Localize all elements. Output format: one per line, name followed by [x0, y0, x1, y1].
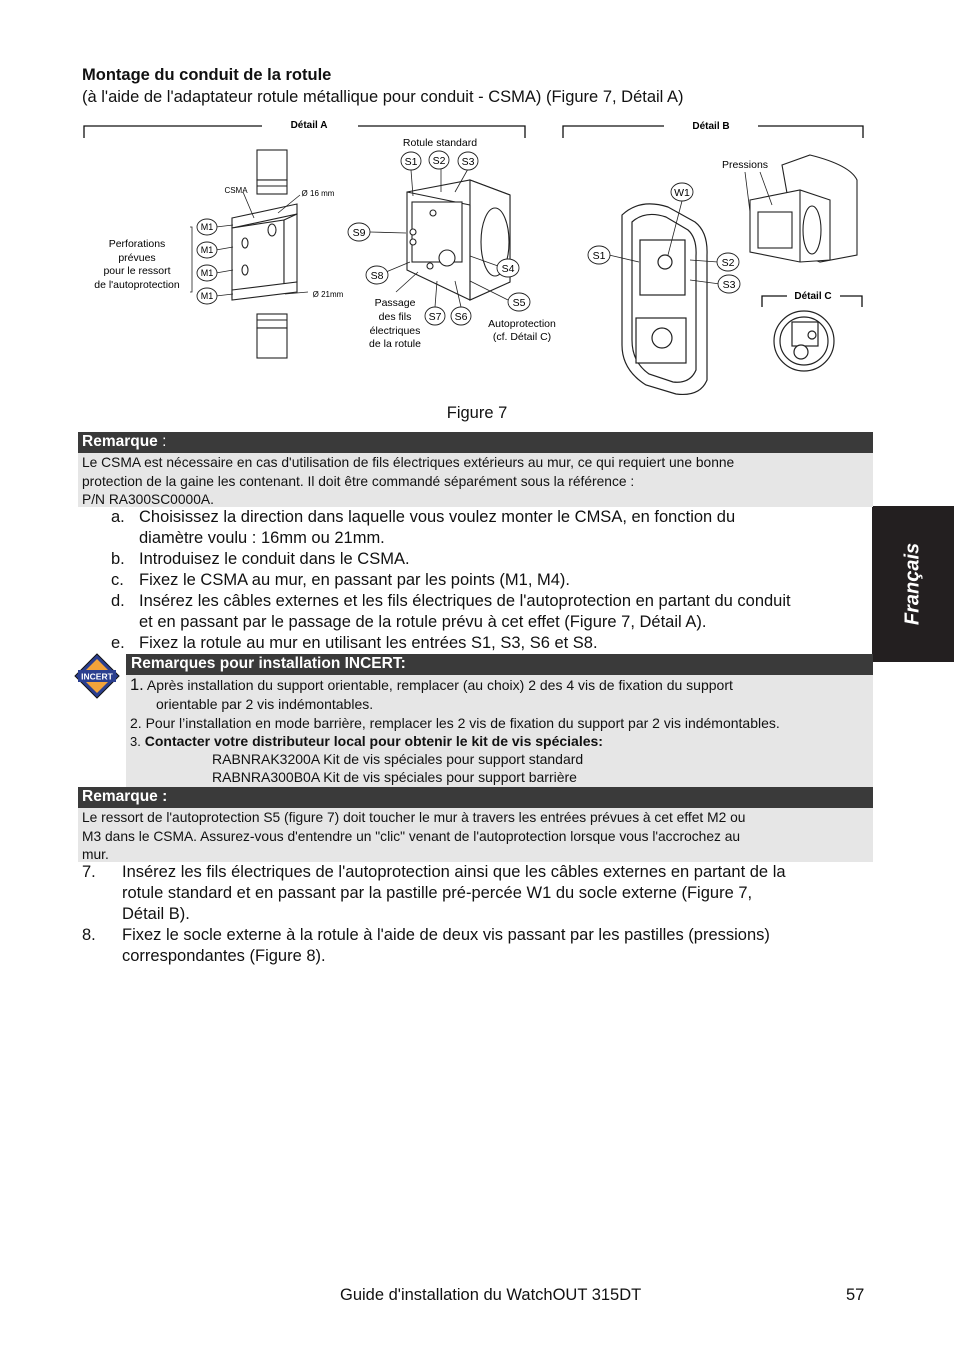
remarque-2-body — [78, 808, 873, 862]
incert-logo — [74, 653, 120, 699]
figure-7-diagram — [0, 115, 954, 405]
kit-standard: RABNRAK3200A Kit de vis spéciales pour support standard — [212, 751, 584, 767]
step-7: 7. Insérez les fils électriques de l'autoprotection ainsi que les câbles externes en partant de la rotule standard et en passant par la pastille pré-percée W1 du socle externe (Figure 7, Détail B). — [82, 863, 786, 923]
step-b: b. Introduisez le conduit dans le CSMA. — [111, 550, 410, 568]
remarque-line: P/N RA300SC0000A. — [82, 492, 214, 507]
csma-adapter-drawing — [232, 150, 297, 358]
svg-text:prévues: prévues — [118, 252, 156, 264]
incert-item-1-cont: orientable par 2 vis indémontables. — [156, 696, 374, 712]
incert-body — [126, 675, 873, 787]
perforations-label — [94, 238, 180, 291]
s5-label: S5 — [512, 297, 526, 309]
m1-label: M1 — [200, 245, 214, 255]
s6-label: S6 — [454, 311, 468, 323]
step-d: d. Insérez les câbles externes et les fils électriques de l'autoprotection en partant du conduit et en passant par le passage de la rotule prévu à cet effet (Figure 7, Détail A). — [111, 592, 791, 631]
s1-label: S1 — [404, 156, 418, 168]
svg-text:Perforations: Perforations — [108, 238, 166, 250]
s8-label: S8 — [370, 270, 384, 282]
remarque-2-line: mur. — [82, 847, 109, 862]
detail-c-label: Détail C — [794, 291, 832, 302]
incert-item-3: 3. Contacter votre distributeur local pour obtenir le kit de vis spéciales: — [130, 733, 603, 749]
detail-b-label: Détail B — [692, 121, 730, 132]
section-title: Montage du conduit de la rotule — [82, 66, 332, 84]
s3-label-b: S3 — [722, 279, 736, 291]
s4-label: S4 — [501, 263, 515, 275]
s9-label: S9 — [352, 227, 366, 239]
rotule-standard-label: Rotule standard — [402, 137, 478, 149]
csma-label: CSMA — [224, 186, 248, 195]
diameter-21-label: Ø 21mm — [312, 290, 344, 299]
diameter-16-label: Ø 16 mm — [301, 189, 335, 198]
remarque-2-header — [78, 787, 873, 808]
svg-text:des fils: des fils — [378, 311, 412, 323]
svg-text:Passage: Passage — [374, 297, 416, 309]
s2-label-b: S2 — [721, 257, 735, 269]
step-c: c. Fixez le CSMA au mur, en passant par les points (M1, M4). — [111, 571, 571, 589]
incert-logo-text: INCERT — [81, 671, 113, 682]
s1-label-b: S1 — [592, 250, 606, 262]
remarque-header — [78, 432, 873, 453]
section-subtitle: (à l'aide de l'adaptateur rotule métallique pour conduit - CSMA) (Figure 7, Détail A) — [82, 88, 684, 106]
incert-item-1: 1. Après installation du support orientable, remplacer (au choix) 2 des 4 vis de fixation du support — [130, 676, 733, 694]
detail-a-label: Détail A — [290, 120, 328, 131]
svg-text:Autoprotection: Autoprotection — [488, 318, 556, 330]
standard-swivel-drawing — [407, 180, 510, 300]
language-tab-label: Français — [901, 542, 924, 626]
pressions-detail-drawing — [750, 155, 857, 262]
kit-barrier: RABNRA300B0A Kit de vis spéciales pour support barrière — [212, 769, 577, 785]
svg-text:de la rotule: de la rotule — [369, 338, 421, 350]
svg-text:pour le ressort: pour le ressort — [103, 265, 171, 277]
autoprotection-label — [488, 318, 556, 343]
s2-label: S2 — [432, 155, 446, 167]
remarque-line: Le CSMA est nécessaire en cas d'utilisation de fils électriques extérieurs au mur, ce qui requiert une bonne — [82, 455, 735, 470]
figure-caption: Figure 7 — [446, 404, 508, 422]
step-8: 8. Fixez le socle externe à la rotule à l'aide de deux vis passant par les pastilles (pressions) correspondantes (Figure 8). — [82, 926, 770, 965]
remarque-body — [78, 453, 873, 507]
svg-text:électriques: électriques — [369, 325, 421, 337]
language-tab — [872, 506, 954, 662]
footer-guide-title: Guide d'installation du WatchOUT 315DT — [340, 1286, 642, 1304]
m1-label: M1 — [200, 222, 214, 232]
svg-text:de l'autoprotection: de l'autoprotection — [94, 279, 180, 291]
remarque-2-line: Le ressort de l'autoprotection S5 (figure 7) doit toucher le mur à travers les entrées prévues à cet effet M2 ou — [82, 810, 746, 825]
w1-label: W1 — [674, 187, 690, 199]
pressions-label: Pressions — [721, 159, 769, 171]
external-base-drawing — [622, 204, 707, 395]
step-e: e. Fixez la rotule au mur en utilisant les entrées S1, S3, S6 et S8. — [111, 634, 598, 652]
m1-label: M1 — [200, 291, 214, 301]
remarque-line: protection de la gaine les contenant. Il doit être commandé séparément sous la référence : — [82, 473, 635, 489]
remarque-2-title: Remarque : — [82, 788, 168, 805]
passage-label — [369, 297, 421, 350]
incert-title: Remarques pour installation INCERT: — [131, 655, 406, 672]
incert-item-2: 2. Pour l’installation en mode barrière, remplacer les 2 vis de fixation du support par 2 vis indémontables. — [130, 715, 780, 731]
incert-header — [126, 654, 873, 675]
page-number: 57 — [846, 1286, 865, 1304]
remarque-title: Remarque — [82, 433, 158, 450]
step-a: a. Choisissez la direction dans laquelle vous voulez monter le CMSA, en fonction du diamètre voulu : 16mm ou 21mm. — [111, 508, 736, 547]
detail-c-drawing — [774, 311, 834, 371]
remarque-2-line: M3 dans le CSMA. Assurez-vous d'entendre un "clic" venant de l'autoprotection lorsque vous l'accrochez au — [82, 828, 741, 844]
svg-text:(cf. Détail C): (cf. Détail C) — [492, 331, 552, 343]
s7-label: S7 — [428, 311, 442, 323]
remarque-colon: : — [157, 433, 167, 450]
m1-label: M1 — [200, 268, 214, 278]
s3-label: S3 — [461, 156, 475, 168]
